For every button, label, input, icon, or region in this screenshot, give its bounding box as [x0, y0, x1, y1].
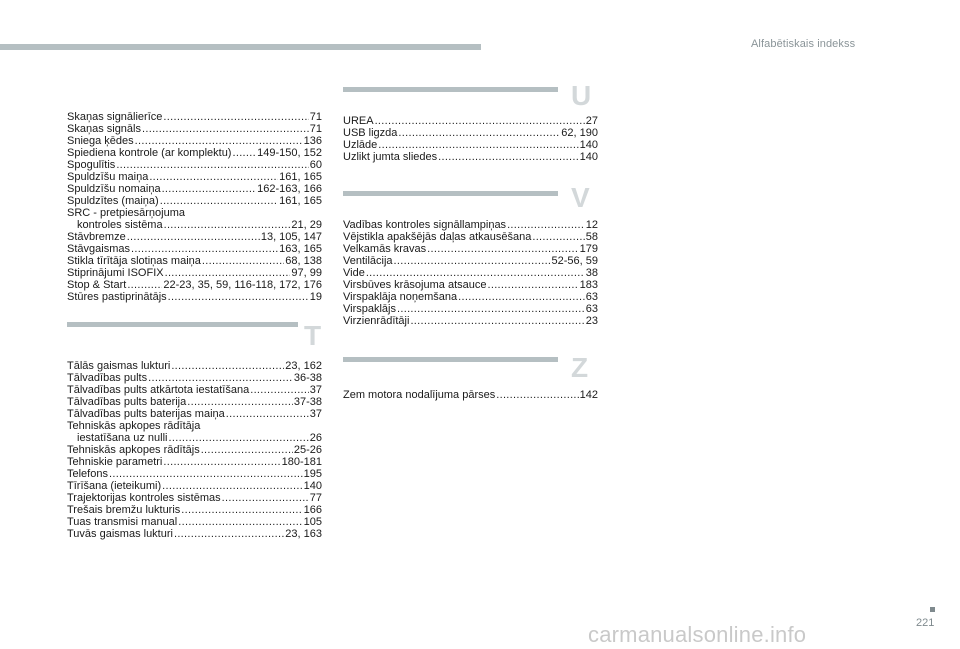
index-entry-pages: 71: [309, 123, 322, 135]
index-entry-pages: 62, 190: [561, 127, 598, 139]
index-entry-pages: 37: [309, 384, 322, 396]
index-entry: [343, 231, 598, 243]
dot-leader: [162, 183, 257, 195]
index-entry-term: Spiediena kontrole (ar komplektu): [67, 147, 232, 159]
dot-leader: [366, 267, 585, 279]
index-entry-term: Stūres pastiprinātājs: [67, 291, 167, 303]
index-entry-pages: 149-150, 152: [257, 147, 322, 159]
index-entry: [343, 243, 598, 255]
index-entry: [67, 384, 322, 396]
index-entry-term: Spogulītis: [67, 159, 116, 171]
dot-leader: [127, 231, 260, 243]
index-entry: [67, 123, 322, 135]
index-entry-term: kontroles sistēma: [77, 219, 163, 231]
index-entry-pages: 142: [579, 389, 598, 401]
index-entry-term: Tuvās gaismas lukturi: [67, 528, 173, 540]
dot-leader: [427, 243, 578, 255]
dot-leader: [178, 516, 302, 528]
index-entry-term: Vide: [343, 267, 365, 279]
index-entry-term: Tālvadības pults baterijas maiņa: [67, 408, 225, 420]
section-letter-t: T: [304, 320, 322, 351]
dot-leader: [135, 135, 303, 147]
index-entry-term: Stikla tīrītāja slotiņas maiņa: [67, 255, 201, 267]
index-entry-pages: 140: [303, 480, 322, 492]
index-entry-term: Stiprinājumi ISOFIX: [67, 267, 164, 279]
index-entry-term: Spuldzīšu maiņa: [67, 171, 149, 183]
index-entry: [67, 135, 322, 147]
index-entry-term: Stāvbremze: [67, 231, 126, 243]
index-entry-pages: 140: [579, 151, 598, 163]
dot-leader: [116, 159, 308, 171]
dot-leader: [187, 396, 293, 408]
dot-leader: [174, 528, 284, 540]
index-entry-pages: 63: [585, 303, 598, 315]
index-entry: [67, 480, 322, 492]
index-entry: [343, 127, 598, 139]
index-entry-term: Vējstikla apakšējās daļas atkausēšana: [343, 231, 532, 243]
dot-leader: [202, 255, 284, 267]
index-entry-term: Sniega ķēdes: [67, 135, 134, 147]
index-entry-term: Tehniskie parametri: [67, 456, 163, 468]
index-entry: [343, 115, 598, 127]
index-entry: [67, 171, 322, 183]
index-entry: [67, 207, 322, 219]
index-entry-pages: 166: [303, 504, 322, 516]
index-entry: [343, 219, 598, 231]
dot-leader: [164, 219, 291, 231]
index-entry-pages: 68, 138: [285, 255, 322, 267]
index-entry-pages: 162-163, 166: [257, 183, 322, 195]
index-entry: [67, 195, 322, 207]
page-dot: [930, 607, 935, 612]
index-entry-pages: 180-181: [281, 456, 322, 468]
dot-leader: [397, 303, 585, 315]
index-section-z: [343, 389, 598, 401]
index-entry-pages: 22-23, 35, 59, 116-118, 172, 176: [163, 279, 322, 291]
index-entry: [67, 444, 322, 456]
index-entry: [67, 219, 322, 231]
index-entry-pages: 27: [585, 115, 598, 127]
section-letter-z: Z: [571, 352, 589, 383]
index-entry-pages: 71: [309, 111, 322, 123]
dot-leader: [160, 195, 278, 207]
index-entry: [67, 360, 322, 372]
index-entry-term: Ventilācija: [343, 255, 393, 267]
index-entry-pages: 25-26: [293, 444, 322, 456]
index-entry-pages: 195: [303, 468, 322, 480]
index-entry-pages: 37-38: [293, 396, 322, 408]
index-entry-term: Virspaklājs: [343, 303, 396, 315]
dot-leader: [378, 139, 578, 151]
index-entry-term: Telefons: [67, 468, 108, 480]
index-entry-pages: 77: [309, 492, 322, 504]
dot-leader: [181, 504, 302, 516]
index-entry: [343, 315, 598, 327]
index-entry-term: Spuldzītes (maiņa): [67, 195, 159, 207]
index-entry-term: Tālvadības pults baterija: [67, 396, 187, 408]
index-entry: [343, 151, 598, 163]
index-entry: [67, 456, 322, 468]
dot-leader: [171, 360, 284, 372]
section-letter-u: U: [571, 80, 592, 111]
header-rule: [0, 44, 481, 50]
index-entry-term: Tālvadības pults atkārtota iestatīšana: [67, 384, 250, 396]
index-entry-pages: 105: [303, 516, 322, 528]
index-entry-pages: 23, 162: [285, 360, 322, 372]
index-entry: [67, 528, 322, 540]
dot-leader: [487, 279, 578, 291]
index-entry: [67, 291, 322, 303]
index-section-s: [67, 111, 322, 303]
index-entry-term: Uzlikt jumta sliedes: [343, 151, 438, 163]
section-rule-u: [343, 87, 558, 92]
index-entry-pages: 21, 29: [291, 219, 322, 231]
dot-leader: [148, 372, 293, 384]
index-section-t: [67, 360, 322, 540]
dot-leader: [394, 255, 551, 267]
index-entry-term: Stop & Start: [67, 279, 127, 291]
index-entry: [67, 420, 322, 432]
index-entry-pages: 63: [585, 291, 598, 303]
index-entry-term: Tehniskās apkopes rādītājs: [67, 444, 200, 456]
index-entry-pages: 97, 99: [291, 267, 322, 279]
watermark: carmanualsonline.info: [588, 622, 807, 647]
dot-leader: [169, 432, 309, 444]
index-entry-term: Virsbūves krāsojuma atsauce: [343, 279, 487, 291]
dot-leader: [222, 492, 309, 504]
dot-leader: [458, 291, 585, 303]
index-entry-pages: 183: [579, 279, 598, 291]
page-header-title: Alfabētiskais indekss: [751, 38, 856, 50]
dot-leader: [201, 444, 293, 456]
section-rule-v: [343, 191, 558, 196]
page-number: 221: [916, 617, 935, 629]
dot-leader: [507, 219, 585, 231]
section-letter-v: V: [571, 182, 590, 213]
index-entry-pages: 58: [585, 231, 598, 243]
dot-leader: [142, 123, 309, 135]
index-entry-term: Uzlāde: [343, 139, 378, 151]
dot-leader: [410, 315, 584, 327]
dot-leader: [232, 147, 256, 159]
index-entry-term: Velkamās kravas: [343, 243, 427, 255]
index-entry-term: Trajektorijas kontroles sistēmas: [67, 492, 221, 504]
index-entry-pages: 36-38: [293, 372, 322, 384]
index-entry: [67, 492, 322, 504]
index-entry: [67, 504, 322, 516]
dot-leader: [226, 408, 309, 420]
dot-leader: [163, 456, 280, 468]
index-entry-term: Spuldzīšu nomaiņa: [67, 183, 161, 195]
index-entry-term: Tehniskās apkopes rādītāja: [67, 420, 201, 432]
index-entry: [67, 516, 322, 528]
index-entry-pages: 38: [585, 267, 598, 279]
index-entry-pages: 161, 165: [279, 195, 322, 207]
index-entry-term: iestatīšana uz nulli: [77, 432, 168, 444]
index-entry-pages: 163, 165: [279, 243, 322, 255]
dot-leader: [398, 127, 560, 139]
index-entry: [67, 396, 322, 408]
index-entry-pages: 19: [309, 291, 322, 303]
dot-leader: [496, 389, 578, 401]
index-entry: [67, 432, 322, 444]
index-entry-pages: 23, 163: [285, 528, 322, 540]
index-entry: [67, 183, 322, 195]
index-entry-term: Skaņas signāls: [67, 123, 141, 135]
index-entry-pages: 26: [309, 432, 322, 444]
dot-leader: [532, 231, 584, 243]
index-entry-term: USB ligzda: [343, 127, 398, 139]
index-entry: [67, 255, 322, 267]
dot-leader: [127, 279, 162, 291]
dot-leader: [438, 151, 579, 163]
index-entry: [67, 468, 322, 480]
section-rule-z: [343, 357, 558, 362]
index-entry: [67, 231, 322, 243]
dot-leader: [168, 291, 309, 303]
index-entry-term: Vadības kontroles signāllampiņas: [343, 219, 507, 231]
index-entry-pages: 52-56, 59: [551, 255, 598, 267]
index-entry-pages: 13, 105, 147: [260, 231, 322, 243]
index-entry: [343, 389, 598, 401]
index-entry: [67, 111, 322, 123]
index-entry-term: Trešais bremžu lukturis: [67, 504, 181, 516]
dot-leader: [162, 480, 303, 492]
index-entry: [343, 279, 598, 291]
section-rule-t: [67, 322, 298, 327]
dot-leader: [165, 267, 291, 279]
index-entry-pages: 60: [309, 159, 322, 171]
index-entry: [67, 408, 322, 420]
index-entry-term: Stāvgaismas: [67, 243, 130, 255]
index-entry-term: Virzienrādītāji: [343, 315, 410, 327]
index-entry-pages: 12: [585, 219, 598, 231]
index-entry: [67, 279, 322, 291]
index-entry-pages: 140: [579, 139, 598, 151]
index-entry: [67, 267, 322, 279]
index-entry: [67, 372, 322, 384]
index-entry: [343, 255, 598, 267]
dot-leader: [149, 171, 278, 183]
dot-leader: [131, 243, 278, 255]
index-entry-term: Tīrīšana (ieteikumi): [67, 480, 162, 492]
index-entry: [67, 147, 322, 159]
index-entry-term: Tuas transmisi manual: [67, 516, 178, 528]
index-entry-term: SRC - pretpiesārņojuma: [67, 207, 185, 219]
index-entry-term: Skaņas signālierīce: [67, 111, 163, 123]
index-section-v: [343, 219, 598, 327]
index-entry-term: Zem motora nodalījuma pārses: [343, 389, 496, 401]
dot-leader: [250, 384, 309, 396]
index-entry-pages: 23: [585, 315, 598, 327]
index-entry: [343, 291, 598, 303]
index-entry-term: UREA: [343, 115, 374, 127]
index-entry: [67, 159, 322, 171]
dot-leader: [375, 115, 585, 127]
index-entry-pages: 179: [579, 243, 598, 255]
dot-leader: [163, 111, 308, 123]
index-section-u: [343, 115, 598, 163]
index-entry-pages: 136: [303, 135, 322, 147]
index-entry: [343, 267, 598, 279]
index-entry-pages: 161, 165: [279, 171, 322, 183]
index-entry-term: Virspaklāja noņemšana: [343, 291, 458, 303]
index-entry-term: Tālās gaismas lukturi: [67, 360, 171, 372]
index-entry: [67, 243, 322, 255]
index-entry: [343, 139, 598, 151]
dot-leader: [109, 468, 303, 480]
index-entry-term: Tālvadības pults: [67, 372, 148, 384]
index-entry: [343, 303, 598, 315]
index-entry-pages: 37: [309, 408, 322, 420]
